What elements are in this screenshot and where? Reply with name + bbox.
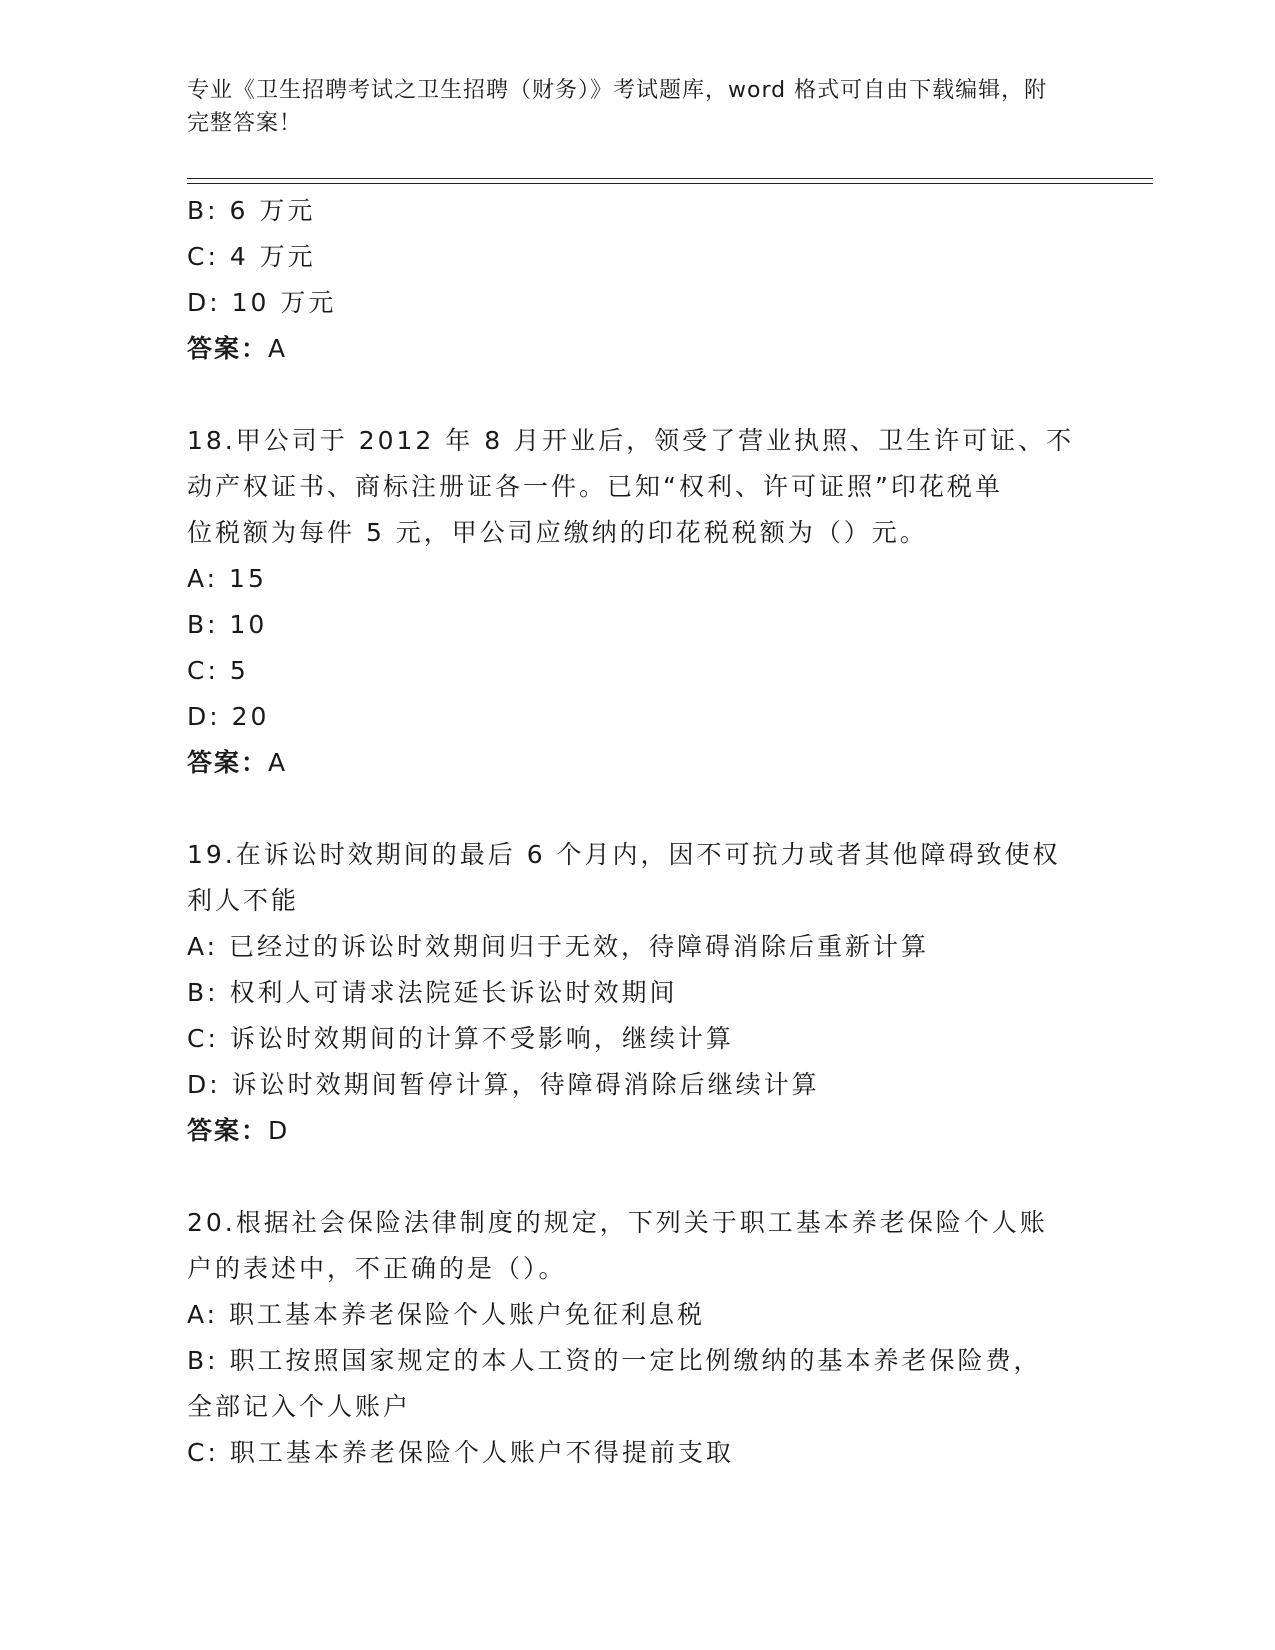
answer-value: A [268,334,288,363]
option-c: C: 职工基本养老保险个人账户不得提前支取 [187,1438,734,1467]
answer-row [187,1108,1087,1154]
spacer [187,1154,1087,1200]
question-17-tail [187,188,1087,372]
question-stem-line: 18.甲公司于 2012 年 8 月开业后，领受了营业执照、卫生许可证、不 [187,426,1075,455]
question-stem-line: 20.根据社会保险法律制度的规定，下列关于职工基本养老保险个人账 [187,1208,1048,1237]
option-a: A: 已经过的诉讼时效期间归于无效，待障碍消除后重新计算 [187,932,930,961]
question-stem-line: 位税额为每件 5 元，甲公司应缴纳的印花税税额为（）元。 [187,518,928,547]
question-20 [187,1200,1087,1476]
option-b: B: 职工按照国家规定的本人工资的一定比例缴纳的基本养老保险费， [187,1346,1042,1375]
question-list [187,188,1087,1476]
option-d: D: 20 [187,702,270,731]
spacer [187,786,1087,832]
answer-label: 答案： [187,1116,269,1145]
header-divider [187,178,1153,184]
option-a: A: 职工基本养老保险个人账户免征利息税 [187,1300,706,1329]
option-b: B: 权利人可请求法院延长诉讼时效期间 [187,978,678,1007]
option-d: D: 诉讼时效期间暂停计算，待障碍消除后继续计算 [187,1070,820,1099]
answer-row [187,740,1087,786]
question-stem-line: 利人不能 [187,886,300,915]
question-19 [187,832,1087,1154]
option-c: C: 4 万元 [187,242,316,271]
option-c: C: 5 [187,656,249,685]
answer-value: D [268,1116,290,1145]
option-b: B: 10 [187,610,268,639]
answer-label: 答案： [187,334,269,363]
answer-row [187,326,1087,372]
option-c: C: 诉讼时效期间的计算不受影响，继续计算 [187,1024,734,1053]
question-18 [187,418,1087,786]
option-a: A: 15 [187,564,267,593]
answer-value: A [268,748,288,777]
option-b: B: 6 万元 [187,196,316,225]
question-stem-line: 19.在诉讼时效期间的最后 6 个月内，因不可抗力或者其他障碍致使权 [187,840,1061,869]
answer-label: 答案： [187,748,269,777]
header-text: 专业《卫生招聘考试之卫生招聘（财务）》考试题库，word 格式可自由下载编辑，附完整答案！ [187,78,1048,136]
option-d: D: 10 万元 [187,288,337,317]
question-stem-line: 动产权证书、商标注册证各一件。已知“权利、许可证照”印花税单 [187,472,1003,501]
document-header [187,74,1067,140]
question-stem-line: 户的表述中，不正确的是（）。 [187,1254,567,1283]
option-b-continued: 全部记入个人账户 [187,1392,412,1421]
spacer [187,372,1087,418]
